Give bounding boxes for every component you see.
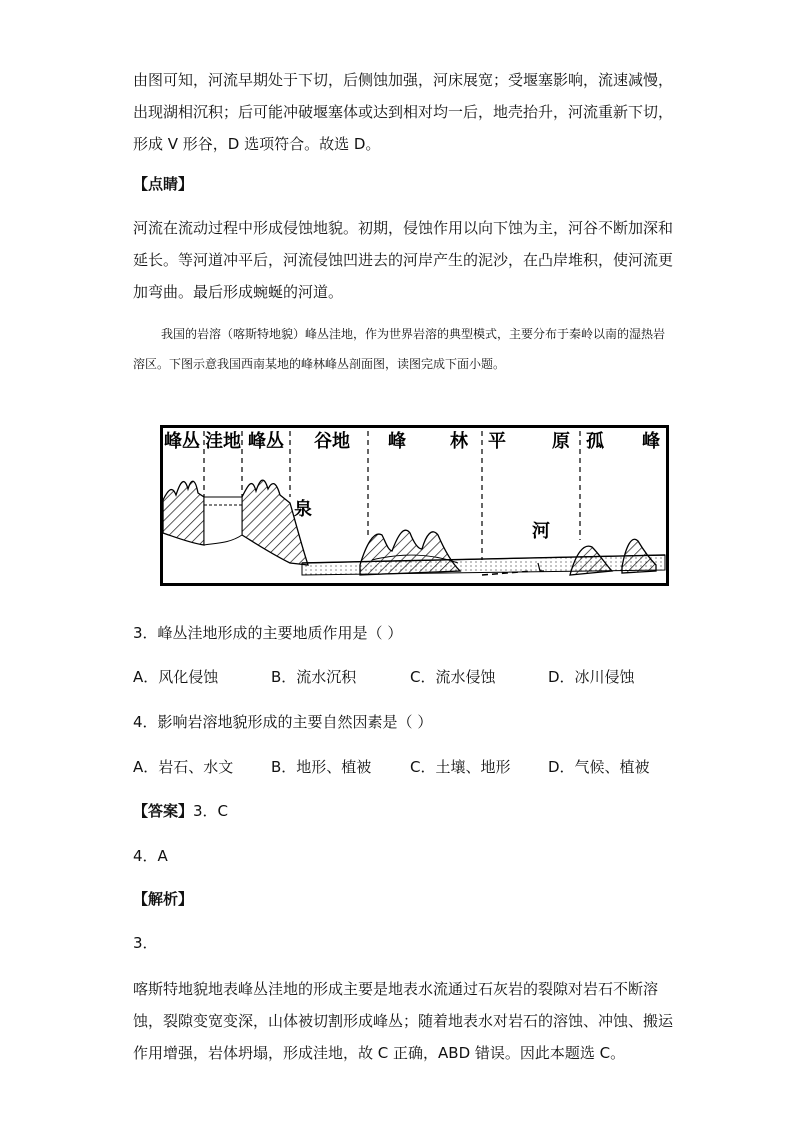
q3-option-d: D．冰川侵蚀	[548, 668, 635, 686]
q4-option-a: A．岩石、水文	[133, 758, 234, 776]
dianjing-label: 【点睛】	[133, 175, 194, 193]
label-yuan: 原	[552, 431, 570, 452]
answer-3: 3．C	[193, 802, 229, 820]
valley-floor	[302, 555, 665, 575]
label-wadi: 洼地	[205, 431, 241, 452]
q3-option-a: A．风化侵蚀	[133, 668, 219, 686]
q4-option-b: B．地形、植被	[271, 758, 372, 776]
answer-label: 【答案】	[133, 802, 194, 820]
label-feng: 峰	[388, 431, 406, 452]
label-he: 河	[532, 521, 550, 542]
peak-forest-shape	[360, 530, 460, 575]
label-gudi: 谷地	[314, 431, 350, 452]
peak-cluster-shape	[163, 481, 204, 545]
label-gu: 孤	[586, 431, 604, 452]
label-ping: 平	[488, 431, 506, 452]
label-fengcong-2: 峰丛	[248, 431, 284, 452]
depression-deposit	[204, 497, 242, 545]
q3-option-b: B．流水沉积	[271, 668, 357, 686]
label-quan: 泉	[294, 499, 312, 520]
analysis-number: 3．	[133, 934, 158, 952]
paragraph-dianjing: 河流在流动过程中形成侵蚀地貌。初期，侵蚀作用以向下蚀为主，河谷不断加深和延长。等河道冲平后，河流侵蚀凹进去的河岸产生的泥沙，在凸岸堆积，使河流更加弯曲。最后形成蜿蜒的河道。	[133, 219, 674, 301]
q4-option-c: C．土壤、地形	[410, 758, 511, 776]
label-lin: 林	[450, 431, 468, 452]
label-feng-2: 峰	[642, 431, 660, 452]
q3-option-c: C．流水侵蚀	[410, 668, 496, 686]
answer-4: 4．A	[133, 847, 168, 865]
q4-option-d: D．气候、植被	[548, 758, 650, 776]
analysis-label: 【解析】	[133, 890, 194, 908]
karst-profile-figure	[160, 425, 670, 591]
question-4-stem: 4．影响岩溶地貌形成的主要自然因素是（ ）	[133, 713, 433, 731]
analysis-text: 喀斯特地貌地表峰丛洼地的形成主要是地表水流通过石灰岩的裂隙对岩石不断溶蚀，裂隙变宽变深，山体被切割形成峰丛；随着地表水对岩石的溶蚀、冲蚀、搬运作用增强，岩体坍塌，形成洼地，故 C 正确，ABD 错误。因此本题选 C。	[133, 980, 674, 1062]
question-3-stem: 3．峰丛洼地形成的主要地质作用是（ ）	[133, 624, 403, 642]
paragraph-analysis-continued: 由图可知，河流早期处于下切，后侧蚀加强，河床展宽；受堰塞影响，流速减慢，出现湖相沉积；后可能冲破堰塞体或达到相对均一后，地壳抬升，河流重新下切，形成 V 形谷，D 选项符合。故选 D。	[133, 71, 674, 153]
question-intro: 我国的岩溶（喀斯特地貌）峰丛洼地，作为世界岩溶的典型模式，主要分布于秦岭以南的湿热岩溶区。下图示意我国西南某地的峰林峰丛剖面图，读图完成下面小题。	[133, 327, 666, 371]
label-fengcong-1: 峰丛	[164, 431, 200, 452]
